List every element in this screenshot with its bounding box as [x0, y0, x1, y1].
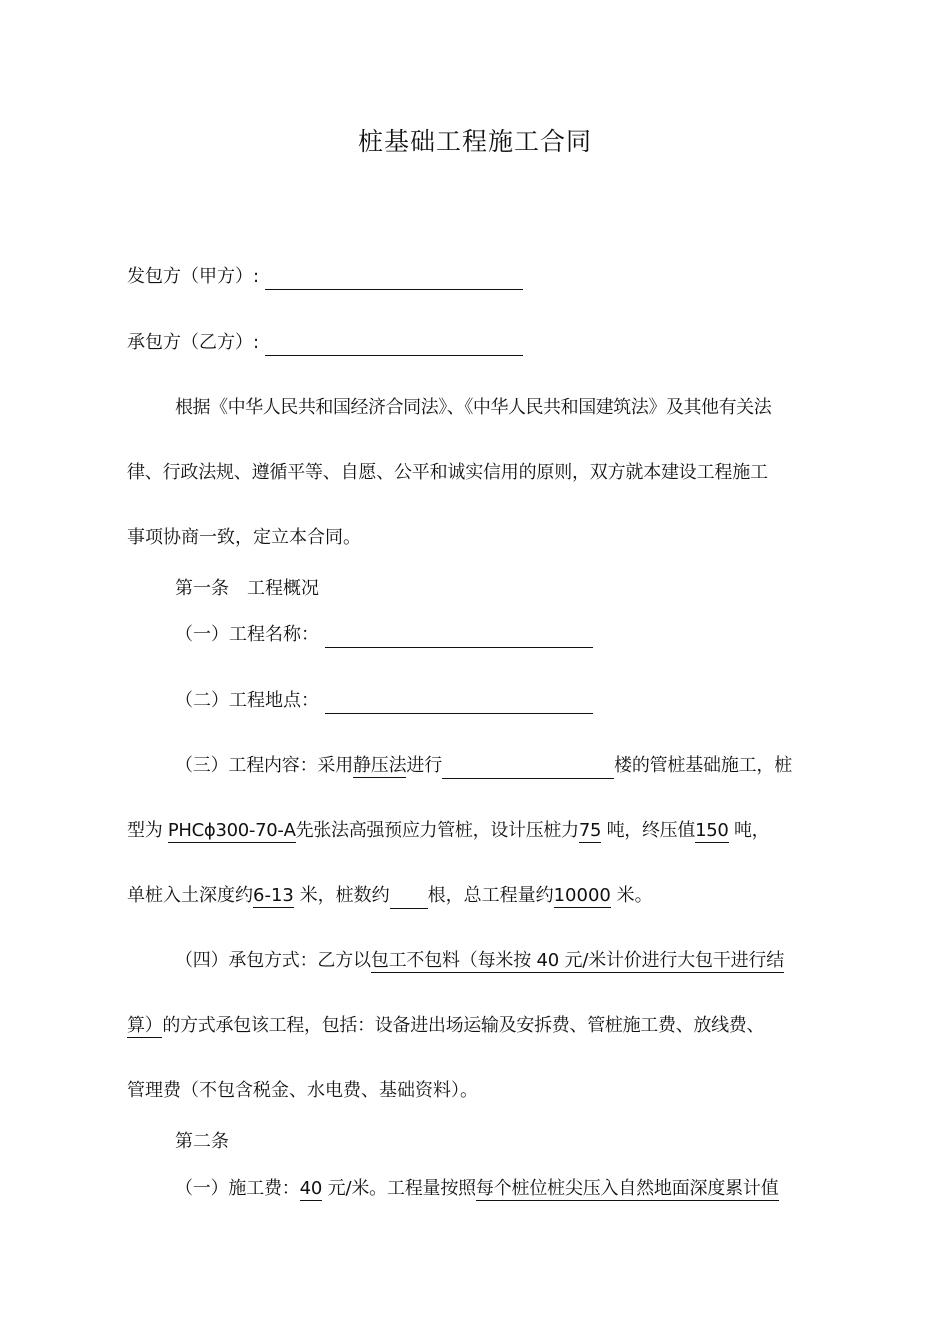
project-name-blank: [325, 625, 593, 648]
mode-line-3: 管理费（不包含税金、水电费、基础资料）。: [127, 1080, 478, 1101]
contract-mode-end: 算）: [127, 1015, 163, 1036]
unit-price: 40: [299, 1178, 323, 1199]
article-2-heading: 第二条: [175, 1131, 229, 1152]
party-b-line: [127, 330, 523, 356]
pile-type: PHCϕ300-70-A: [167, 820, 296, 841]
content-text: 楼的管桩基础施工，桩: [614, 755, 793, 776]
project-location-label: （二）工程地点：: [175, 690, 319, 711]
party-a-blank: [265, 267, 523, 290]
content-text: 米，桩数约: [299, 885, 390, 906]
pile-method: 静压法: [353, 755, 407, 776]
project-location-line: [175, 688, 593, 714]
content-text: 先张法高强预应力管桩，设计压桩力: [295, 820, 579, 841]
content-text: 吨，: [733, 820, 770, 841]
content-text: 的方式承包该工程，包括：设备进出场运输及安拆费、管桩施工费、放线费、: [162, 1015, 765, 1036]
party-b-blank: [265, 333, 523, 356]
project-location-blank: [325, 691, 593, 714]
design-force: 75: [578, 820, 602, 841]
content-text: 元/米。工程量按照: [327, 1178, 476, 1199]
content-text: 米。: [616, 885, 653, 906]
contract-mode: 包工不包料（每米按 40 元/米计价进行大包干进行结: [370, 950, 785, 971]
project-name-line: [175, 622, 593, 648]
total-length: 10000: [553, 885, 611, 906]
content-text: （四）承包方式：乙方以: [175, 950, 371, 971]
quantity-method: 每个桩位桩尖压入自然地面深度累计值: [475, 1178, 779, 1199]
final-pressure: 150: [695, 820, 729, 841]
fee-line-1: [175, 1176, 779, 1202]
content-line-1: [175, 753, 792, 779]
content-text: 型为: [127, 820, 163, 841]
content-text: 根，总工程量约: [427, 885, 554, 906]
content-text: （一）施工费：: [175, 1178, 300, 1199]
party-a-label: 发包方（甲方）:: [127, 266, 260, 287]
content-line-2: [127, 818, 769, 844]
article-1-heading: 第一条 工程概况: [175, 578, 319, 599]
content-text: 进行: [406, 755, 443, 776]
pile-depth: 6-13: [253, 885, 294, 906]
preamble-line-2: 律、行政法规、遵循平等、自愿、公平和诚实信用的原则，双方就本建设工程施工: [127, 462, 768, 483]
preamble-line-1: 根据《中华人民共和国经济合同法》、《中华人民共和国建筑法》及其他有关法: [175, 397, 772, 418]
mode-line-2: [127, 1013, 764, 1039]
page-title: 桩基础工程施工合同: [357, 127, 592, 156]
mode-line-1: [175, 948, 784, 974]
building-blank: [442, 756, 614, 779]
pile-count-blank: [390, 886, 428, 909]
content-text: （三）工程内容：采用: [175, 755, 353, 776]
party-a-line: [127, 264, 523, 290]
party-b-label: 承包方（乙方）:: [127, 332, 260, 353]
content-text: 吨，终压值: [606, 820, 696, 841]
project-name-label: （一）工程名称：: [175, 624, 319, 645]
content-line-3: [127, 883, 653, 909]
content-text: 单桩入土深度约: [127, 885, 253, 906]
preamble-line-3: 事项协商一致，定立本合同。: [127, 527, 361, 548]
